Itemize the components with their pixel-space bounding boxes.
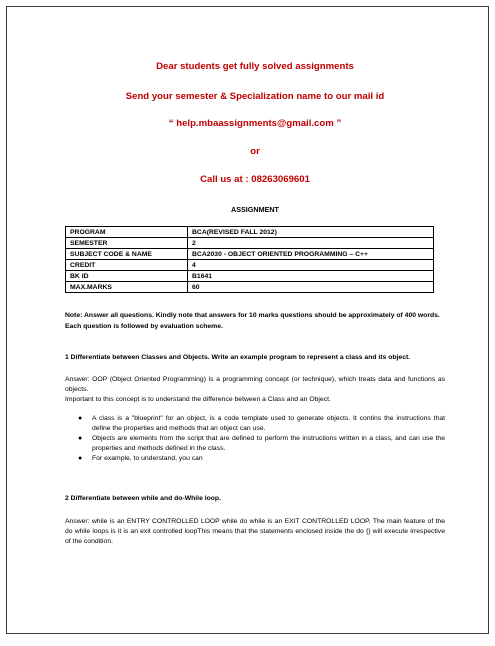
table-key: MAX.MARKS (66, 282, 188, 293)
list-item-text: A class is a "blueprint" for an object, is a code template used to generate objects. It contins the instructions that define the properties and methods that an object can use. (92, 414, 445, 432)
promo-line-1: Dear students get fully solved assignments (156, 61, 354, 72)
table-value: BCA(REVISED FALL 2012) (188, 227, 434, 238)
list-item-text: Objects are elements from the script that are defined to perform the instructions written in a class, and can use the properties and methods defined in the class. (92, 434, 445, 452)
question-1-bullets (65, 414, 445, 464)
table-row (66, 227, 434, 238)
table-key: CREDIT (66, 260, 188, 271)
list-item (65, 414, 445, 434)
table-key: SEMESTER (66, 238, 188, 249)
bullet-icon: ● (78, 414, 83, 422)
table-key: SUBJECT CODE & NAME (66, 249, 188, 260)
question-2-title: 2 Differentiate between while and do-While loop. (65, 494, 221, 502)
note-text: Note: Answer all questions. Kindly note that answers for 10 marks questions should be approximately of 400 words. Each question is followed by evaluation scheme. (65, 312, 440, 330)
question-1-important: Important to this concept is to understand the difference between a Class and an Object. (65, 395, 331, 403)
promo-email: “ help.mbaassignments@gmail.com ” (168, 118, 342, 129)
page-content (65, 7, 445, 547)
promo-line-2: Send your semester & Specialization name to our mail id (125, 91, 385, 102)
bullet-icon: ● (78, 434, 83, 442)
question-1-title: 1 Differentiate between Classes and Objects. Write an example program to represent a class and its object. (65, 354, 411, 361)
table-row (66, 249, 434, 260)
list-item-text: For example, to understand, you can (92, 454, 203, 462)
document-page (6, 6, 489, 634)
bullet-icon: ● (78, 454, 83, 462)
question-1-answer: Answer: OOP (Object Oriented Programming) is a programming concept (or technique), which treats data and functions as objects. (65, 375, 445, 393)
table-value: 2 (188, 238, 434, 249)
table-value: BCA2030 - OBJECT ORIENTED PROGRAMMING – C++ (188, 249, 434, 260)
table-row (66, 271, 434, 282)
table-row (66, 282, 434, 293)
table-row (66, 238, 434, 249)
table-key: BK ID (66, 271, 188, 282)
table-value: 60 (188, 282, 434, 293)
list-item (65, 434, 445, 454)
table-key: PROGRAM (66, 227, 188, 238)
table-row (66, 260, 434, 271)
promo-phone: Call us at : 08263069601 (200, 174, 310, 185)
table-value: B1641 (188, 271, 434, 282)
table-value: 4 (188, 260, 434, 271)
list-item (65, 454, 445, 464)
question-2-answer: Answer: while is an ENTRY CONTROLLED LOOP while do while is an EXIT CONTROLLED LOOP. The main feature of the do while loops is it is an exit controlled loopThis means that the statements enclosed inside the do {} will execute irrespective of the condition. (65, 518, 445, 545)
info-table (65, 226, 434, 293)
promo-or: or (250, 146, 260, 157)
assignment-title: ASSIGNMENT (231, 205, 279, 214)
